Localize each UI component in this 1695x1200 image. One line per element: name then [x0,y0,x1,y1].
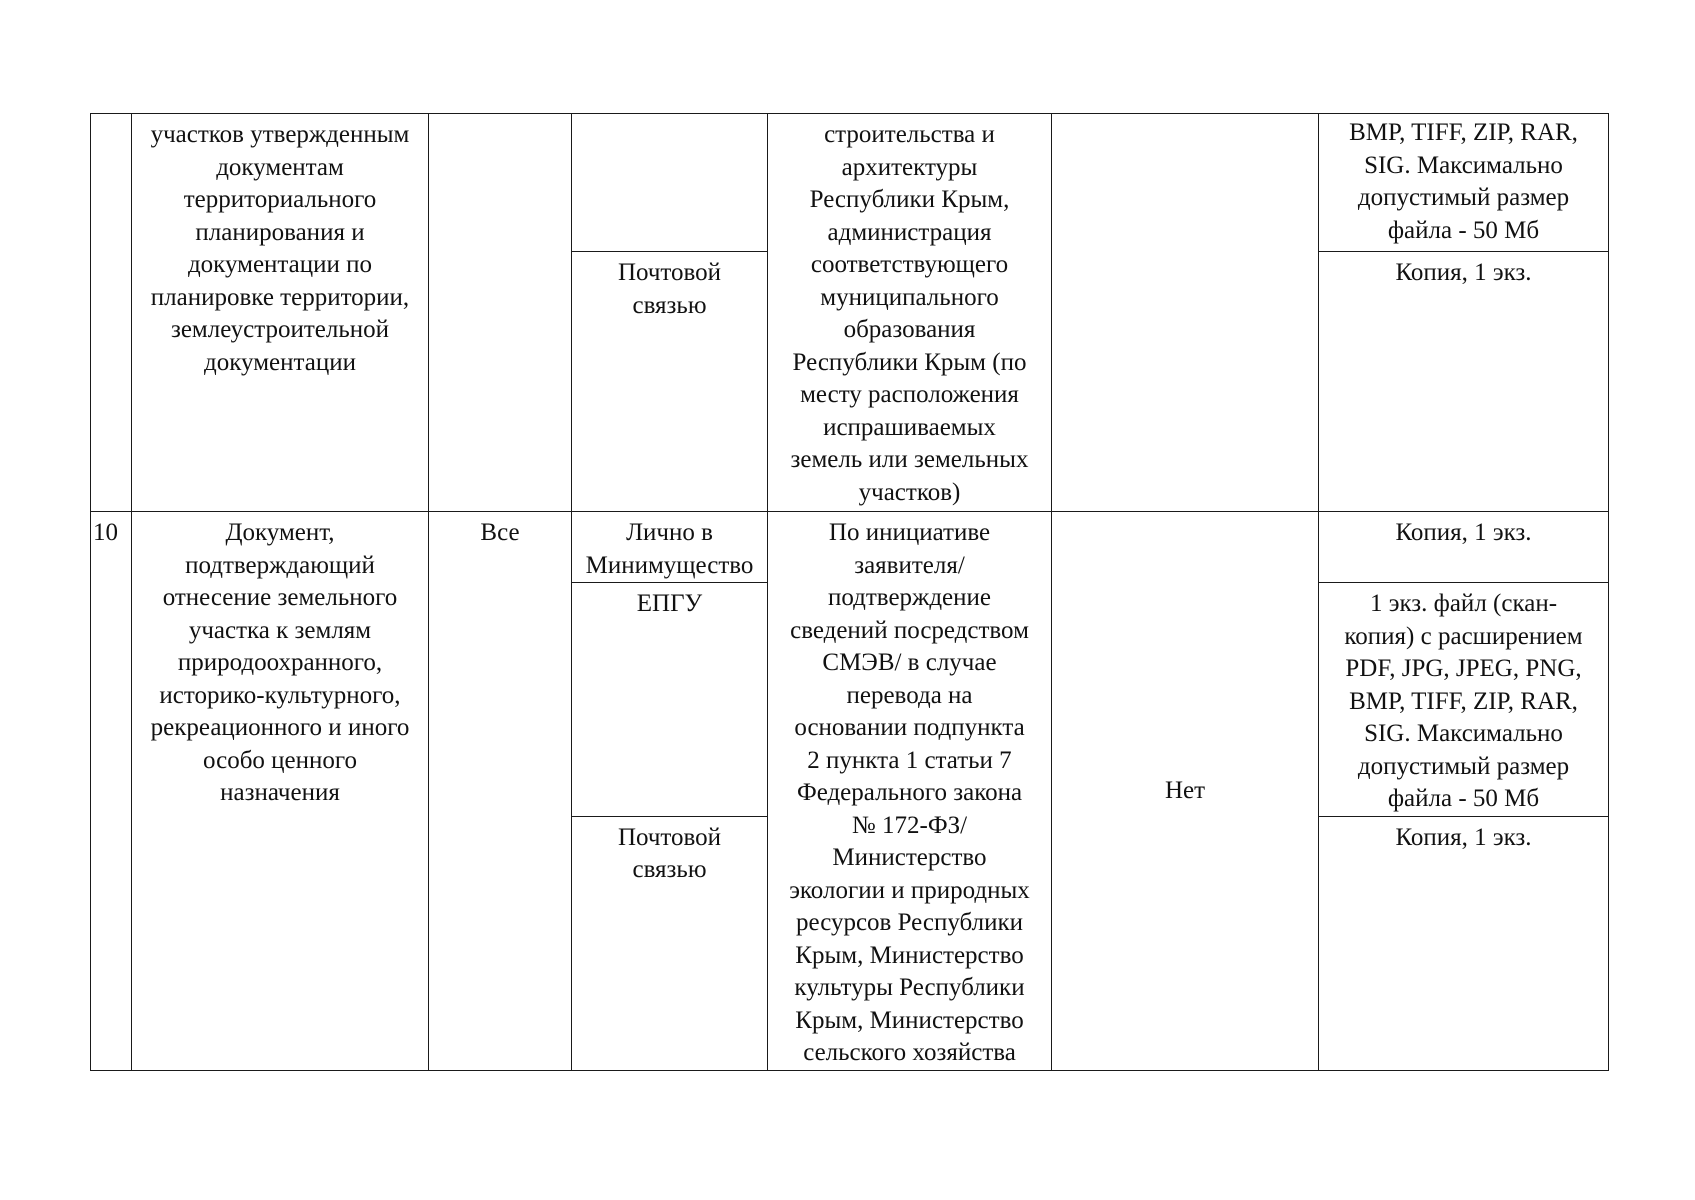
row-cont-method-post: Почтовой связью [572,252,768,512]
row-cont-requirement-cell [1052,114,1319,512]
row-10-requirement: Нет [1052,512,1319,1071]
row-10-method-post: Почтовой связью [572,816,768,1070]
row-cont-source: строительства и архитектуры Республики Крым, администрация соответствующего муниципального образования Республики Крым (по месту расположения испрашиваемых земель или земельных участков) [768,114,1052,512]
row-10-form-epgu: 1 экз. файл (скан- копия) с расширением PDF, JPG, JPEG, PNG, BMP, TIFF, ZIP, RAR, SIG. Максимально допустимый размер файла - 50 Мб [1319,583,1609,817]
row-10-form-post: Копия, 1 экз. [1319,816,1609,1070]
row-cont-form-post: Копия, 1 экз. [1319,252,1609,512]
row-10-method-personal: Лично в Минимущество [572,512,768,583]
row-cont-number-cell [91,114,132,512]
row-10-applicant: Все [429,512,572,1071]
document-table [90,113,1609,1071]
row-cont-applicant-cell [429,114,572,512]
row-cont-method-electronic-cell [572,114,768,252]
row-cont-doc-name: участков утвержденным документам территориального планирования и документации по планировке территории, землеустроительной документации [132,114,429,512]
row-10-number: 10 [91,512,132,1071]
row-10-doc-name: Документ, подтверждающий отнесение земельного участка к землям природоохранного, историко-культурного, рекреационного и иного особо ценного назначения [132,512,429,1071]
row-10-source: По инициативе заявителя/ подтверждение сведений посредством СМЭВ/ в случае перевода на основании подпункта 2 пункта 1 статьи 7 Федерального закона № 172-ФЗ/ Министерство экологии и природных ресурсов Республики Крым, Министерство культуры Республики Крым, Министерство сельского хозяйства [768,512,1052,1071]
row-cont-form-electronic: BMP, TIFF, ZIP, RAR, SIG. Максимально допустимый размер файла - 50 Мб [1319,114,1609,252]
row-10-form-personal: Копия, 1 экз. [1319,512,1609,583]
row-10-method-epgu: ЕПГУ [572,583,768,817]
